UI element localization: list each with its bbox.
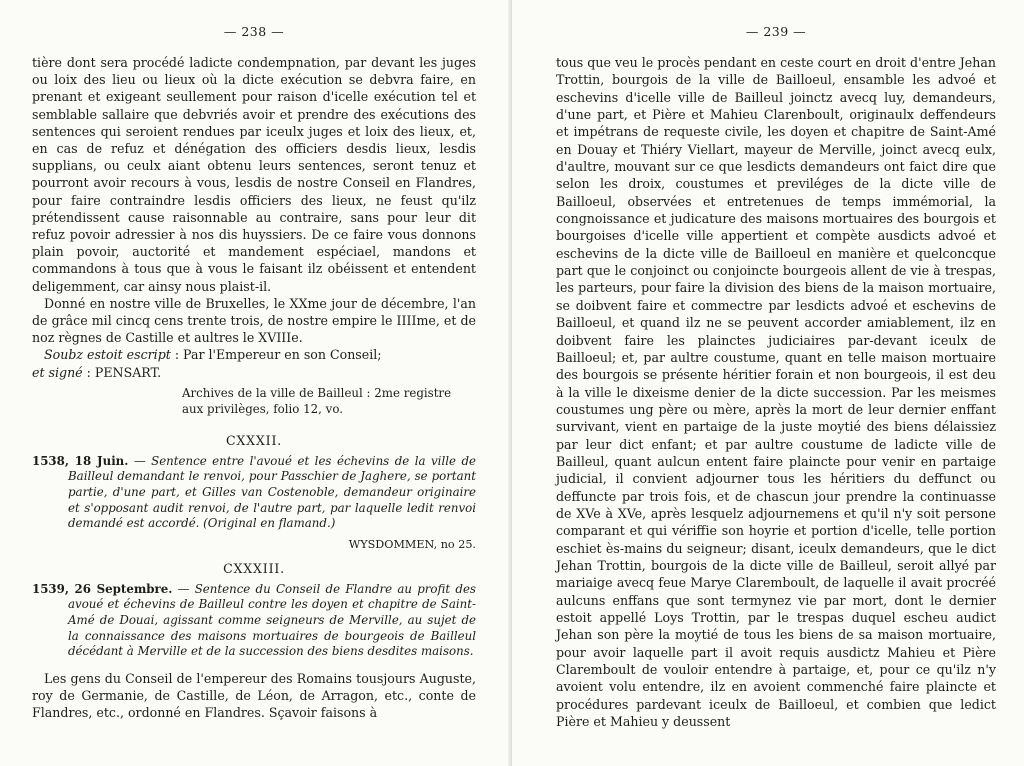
section-date-cxxxii: 1538, 18 Juin. <box>32 453 129 468</box>
section-heading-cxxxiii: CXXXIII. <box>223 560 285 576</box>
signature-line-1-label: Soubz estoit escript <box>44 347 171 363</box>
given-at-paragraph: Donné en nostre ville de Bruxelles, le XXme jour de décembre, l'an de grâce mil cincq cens trente trois, de nostre empire le IIIIme, et de noz règnes de Castille et aultres le XVIIIe. <box>32 295 476 346</box>
signature-line-2 <box>32 364 476 381</box>
continuation-paragraph: tière dont sera procédé ladicte condempnation, par devant les juges ou loix des lieu ou lieux où la dicte exécution se debvra faire, en prenant et exigeant seullement pour raison d'icelle exécution tel et semblable sallaire que debvriés avoir et prendre des exécutions des sentences qui seroient rendues par iceulx juges et loix des lieux, et, en cas de refuz et dénégation des officiers desdis lieux, lesdis supplians, ou ceulx aiant obtenu leurs sentences, seront tenuz et pourront avoir recours à vous, lesdis de nostre Conseil en Flandres, pour faire contraindre lesdis officiers des lieux, ne feust qu'ilz prétendissent cause raisonnable au contraire, sans pour leur dit refuz povoir adressier à nos dis huyssiers. De ce faire vous donnons plain povoir, auctorité et mandement espéciael, mandons et commandons à tous que à vous le faisant ilz obéissent et entendent deligemment, car ainsy nous plaist-il. <box>32 55 476 294</box>
page-number-right: — 239 — <box>745 24 807 39</box>
section-date-cxxxiii: 1539, 26 Septembre. <box>32 581 173 596</box>
right-page <box>512 0 1024 766</box>
signature-line-2-text: : PENSART. <box>82 364 162 380</box>
sentence-opening-paragraph: Les gens du Conseil de l'empereur des Romains tousjours Auguste, roy de Germanie, de Castille, de Léon, de Arragon, etc., conte de Flandres, etc., ordonné en Flandres. Sçavoir faisons à <box>32 670 476 721</box>
section-summary-cxxxii <box>32 454 476 532</box>
section-summary-text-cxxxiii: — Sentence du Conseil de Flandre au profit des avoué et échevins de Bailleul contre les doyen et chapitre de Saint-Amé de Douai, agissant comme seigneurs de Merville, au sujet de la connaissance des maisons mortuaires de bourgeois de Bailleul décédant à Merville et de la succession des biens desdites maisons. <box>68 581 476 659</box>
signature-line-2-label: et signé <box>32 364 83 380</box>
signature-line-1-text: : Par l'Empereur en son Conseil; <box>170 347 382 363</box>
archive-reference: Archives de la ville de Bailleul : 2me registre aux privilèges, folio 12, vo. <box>182 385 452 416</box>
source-reference-cxxxii: WYSDOMMEN, no 25. <box>348 537 476 551</box>
signature-line-1 <box>32 346 476 363</box>
sentence-body-paragraph: tous que veu le procès pendant en ceste court en droit d'entre Jehan Trottin, bourgois de la ville de Bailloeul, ensamble les advoé et eschevins d'icelle ville de Bailleul joinctz avecq luy, demandeurs, d'une part, et Pière et Mahieu Clarenboult, originaulx deffendeurs et impétrans de requeste civile, les doyen et chapitre de Saint-Amé en Douay et Thiéry Viellart, mayeur de Merville, joinct avecq eulx, d'aultre, mouvant sur ce que lesdicts demandeurs ont faict dire que selon les droix, coustumes et previléges de la dicte ville de Bailloeul, observées et entretenues de temps immémorial, la congnoissance et judicature des maisons mortuaires des bourgois et bourgoises d'icelle ville appertient et compète ausdicts advoé et eschevins de la dicte ville de Bailloeul en manière et quelconcque part que le conjoinct ou conjoincte bourgeois allent de vie à trespas, les parteurs, pour faire la division des biens de la maison mortuaire, se doibvent faire et commectre par lesdicts advoé et eschevins de Bailloeul, et quand ilz ne se peuvent accorder amiablement, ilz en doibvent faire les plainctes judiciaires par-devant iceulx de Bailloeul; et, par aultre coustume, quant en telle maison mortuaire des bourgois se présente héritier forain et non bourgeois, il est deu à la ville le dixeisme denier de la dicte succession. Par les meismes coustumes ung père ou mère, après la mort de leur dernier enffant survivant, vient en partaige de la juste moytié des biens délaissiez par leur dict enfant; et par aultre coustume de ladicte ville de Bailleul, quant aulcun entent faire plaincte pour venir en partaige judicial, il convient adjourner tous les héritiers du deffunct ou deffuncte par trois fois, et de chascun jour prendre la continuasse de XVe à XVe, après lesquelz adjournemens et qu'il n'y soit persone comparant et qui vériffie son hoyrie et portion d'icelle, telle portion eschiet ès-mains du seigneur; disant, iceulx demandeurs, que le dict Jehan Trottin, bourgois de la dicte ville de Bailleul, seroit allyé par mariaige avecq feue Marye Claremboult, de laquelle il avait procréé aulcuns enffans que sont termynez vie par mort, dont le dernier estoit appellé Loys Trottin, par le trespas duquel escheu audict Jehan son père la moytié de tous les biens de sa maison mortuaire, pour avoir laquelle part il avoit requis ausdictz Mahieu et Pière Claremboult de vouloir entendre à partaige, et, pour ce qu'ilz n'y avoient volu entendre, ilz en avoient commenché faire plaincte et procédures pardevant iceulx de Bailloeul, et combien que ledict Pière et Mahieu y deussent <box>556 55 996 730</box>
section-summary-text-cxxxii: — Sentence entre l'avoué et les échevins de la ville de Bailleul demandant le renvoi, pour Passchier de Jaghere, se portant partie, d'une part, et Gilles van Costenoble, demandeur originaire et s'opposant audit renvoi, de l'autre part, par laquelle ledit renvoi demandé est accordé. (Original en flamand.) <box>68 453 476 531</box>
page-number-left: — 238 — <box>223 24 285 39</box>
section-heading-cxxxii: CXXXII. <box>225 432 283 448</box>
section-summary-cxxxiii <box>32 582 476 660</box>
